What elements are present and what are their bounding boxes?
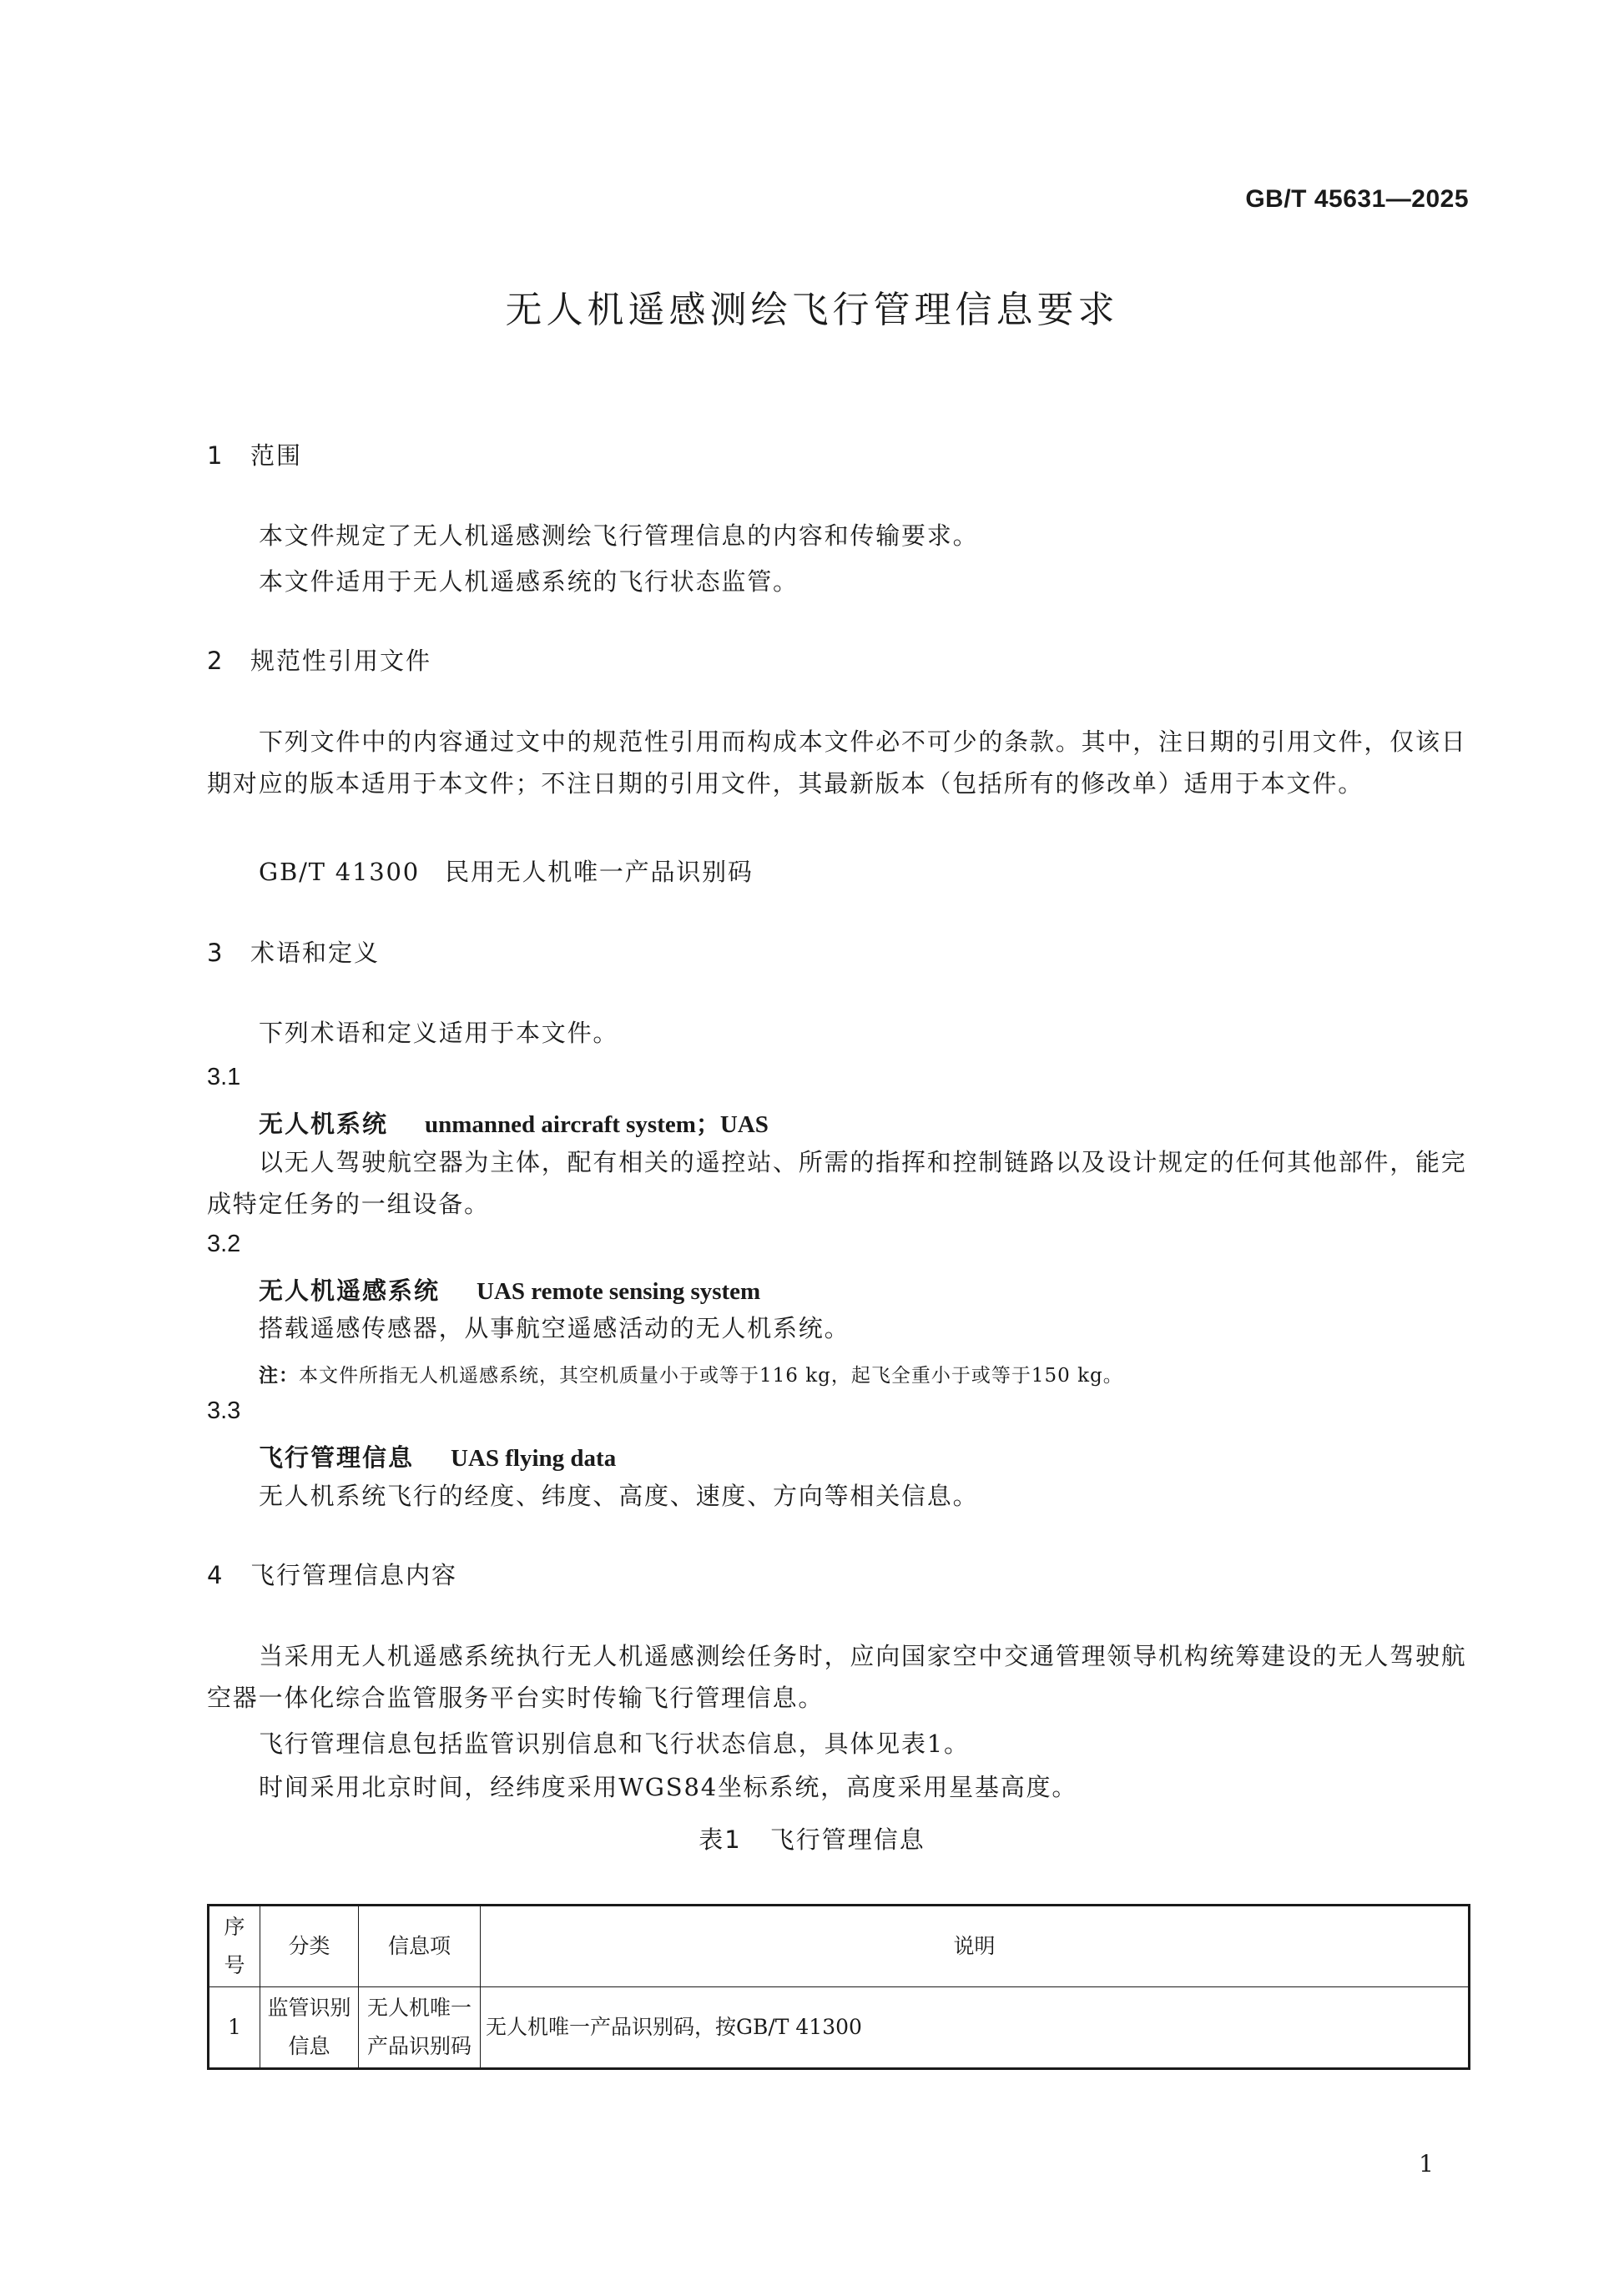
normative-reference bbox=[207, 851, 1469, 893]
term-entry bbox=[259, 1439, 616, 1473]
paragraph: 下列文件中的内容通过文中的规范性引用而构成本文件必不可少的条款。其中，注日期的引用文件，仅该日期对应的版本适用于本文件；不注日期的引用文件，其最新版本（包括所有的修改单）适用于本文件。 bbox=[207, 728, 1467, 798]
section-title: 术语和定义 bbox=[250, 939, 381, 967]
term-definition: 无人机系统飞行的经度、纬度、高度、速度、方向等相关信息。 bbox=[259, 1482, 979, 1510]
paragraph: 本文件适用于无人机遥感系统的飞行状态监管。 bbox=[259, 567, 799, 596]
term-chinese: 无人机遥感系统 bbox=[259, 1276, 441, 1305]
clause-number: 3.2 bbox=[207, 1231, 241, 1257]
term-chinese: 飞行管理信息 bbox=[259, 1443, 415, 1472]
table-caption-title: 飞行管理信息 bbox=[769, 1825, 925, 1854]
reference-title: 民用无人机唯一产品识别码 bbox=[445, 858, 754, 886]
header-item: 信息项 bbox=[359, 1906, 481, 1987]
cell-item: 无人机唯一产品识别码 bbox=[359, 1987, 481, 2069]
note-text: 本文件所指无人机遥感系统，其空机质量小于或等于116 kg，起飞全重小于或等于150 kg。 bbox=[299, 1365, 1123, 1387]
term-definition: 以无人驾驶航空器为主体，配有相关的遥控站、所需的指挥和控制链路以及设计规定的任何其他部件，能完成特定任务的一组设备。 bbox=[207, 1148, 1467, 1218]
clause-number: 3.3 bbox=[207, 1397, 241, 1424]
section-title: 规范性引用文件 bbox=[250, 647, 432, 675]
header-category: 分类 bbox=[260, 1906, 359, 1987]
flight-management-info-table bbox=[207, 1904, 1470, 2070]
paragraph: 时间采用北京时间，经纬度采用WGS84坐标系统，高度采用星基高度。 bbox=[259, 1773, 1078, 1801]
note-label: 注： bbox=[259, 1365, 299, 1387]
header-seq: 序号 bbox=[209, 1906, 260, 1987]
paragraph: 当采用无人机遥感系统执行无人机遥感测绘任务时，应向国家空中交通管理领导机构统筹建设的无人驾驶航空器一体化综合监管服务平台实时传输飞行管理信息。 bbox=[207, 1642, 1467, 1712]
section-1-heading bbox=[207, 437, 302, 471]
term-definition: 搭载遥感传感器，从事航空遥感活动的无人机系统。 bbox=[259, 1314, 850, 1342]
table-caption-number: 表1 bbox=[699, 1825, 742, 1854]
section-title: 范围 bbox=[250, 441, 303, 470]
section-number: 2 bbox=[207, 647, 223, 675]
paragraph: 下列术语和定义适用于本文件。 bbox=[259, 1019, 619, 1047]
term-entry bbox=[259, 1272, 760, 1307]
header-desc: 说明 bbox=[481, 1906, 1470, 1987]
term-english: unmanned aircraft system；UAS bbox=[425, 1111, 769, 1138]
section-4-heading bbox=[207, 1557, 457, 1591]
note bbox=[259, 1360, 1123, 1387]
page-number: 1 bbox=[1419, 2150, 1434, 2178]
table-row bbox=[209, 1987, 1470, 2069]
term-english: UAS flying data bbox=[451, 1445, 617, 1472]
term-chinese: 无人机系统 bbox=[259, 1110, 389, 1138]
cell-desc: 无人机唯一产品识别码，按GB/T 41300 bbox=[481, 1987, 1470, 2069]
cell-category: 监管识别信息 bbox=[260, 1987, 359, 2069]
section-3-heading bbox=[207, 934, 380, 969]
document-title: 无人机遥感测绘飞行管理信息要求 bbox=[505, 289, 1119, 331]
section-title: 飞行管理信息内容 bbox=[250, 1561, 458, 1589]
paragraph: 飞行管理信息包括监管识别信息和飞行状态信息，具体见表1。 bbox=[259, 1730, 970, 1758]
section-number: 1 bbox=[207, 441, 223, 470]
table-caption bbox=[0, 1821, 1624, 1855]
standard-number: GB/T 45631—2025 bbox=[1245, 185, 1469, 213]
section-2-heading bbox=[207, 642, 431, 677]
cell-seq: 1 bbox=[209, 1987, 260, 2069]
reference-code: GB/T 41300 bbox=[259, 858, 421, 886]
table-header-row bbox=[209, 1906, 1470, 1987]
paragraph: 本文件规定了无人机遥感测绘飞行管理信息的内容和传输要求。 bbox=[259, 521, 979, 550]
term-english: UAS remote sensing system bbox=[477, 1278, 761, 1305]
clause-number: 3.1 bbox=[207, 1064, 241, 1090]
term-entry bbox=[259, 1105, 769, 1140]
section-number: 4 bbox=[207, 1561, 223, 1589]
section-number: 3 bbox=[207, 939, 223, 967]
